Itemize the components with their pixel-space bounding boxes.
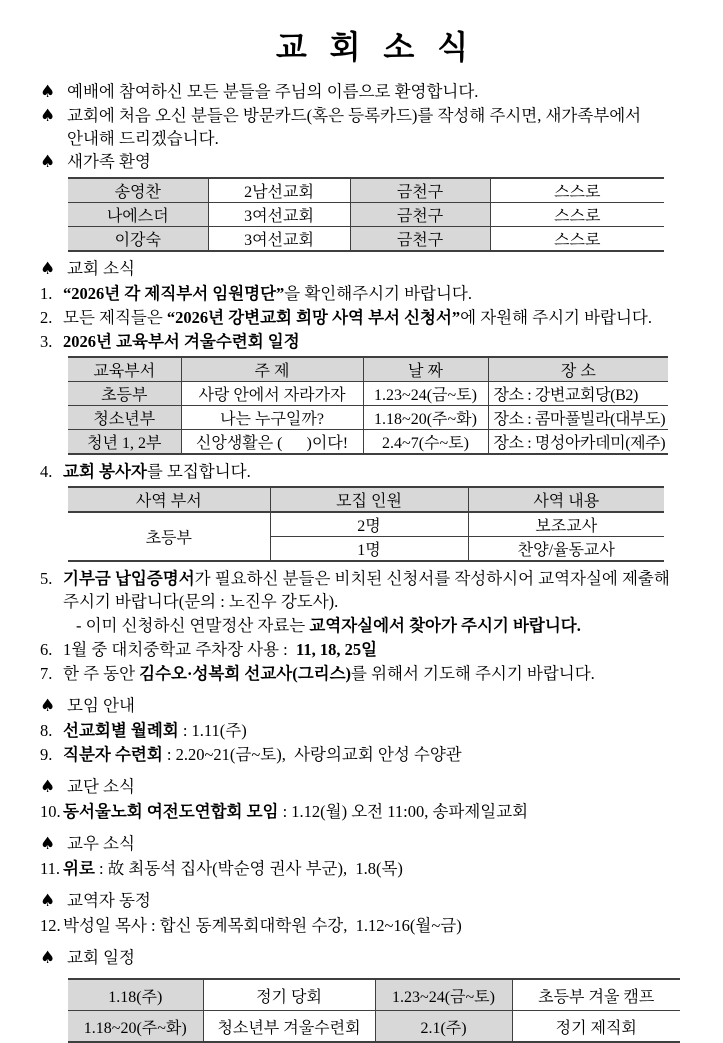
table-cell: 초등부 bbox=[68, 382, 181, 406]
column-header: 주 제 bbox=[181, 357, 363, 382]
spade-icon: ♠ bbox=[40, 948, 56, 968]
column-header: 모집 인원 bbox=[270, 487, 468, 512]
table-cell: 1명 bbox=[270, 537, 468, 562]
table-row bbox=[68, 227, 664, 252]
table-cell: 스스로 bbox=[490, 178, 664, 203]
page-title: 교 회 소 식 bbox=[275, 29, 476, 65]
table-header-row bbox=[68, 487, 664, 512]
news-item-12: 12. 박성일 목사 : 합신 동계목회대학원 수강, 1.12~16(월~금) bbox=[40, 916, 462, 935]
table-cell: 보조교사 bbox=[468, 512, 664, 537]
spade-icon: ♠ bbox=[40, 891, 56, 911]
section-denomination-heading bbox=[40, 775, 711, 799]
news-item-11: 11. 위로 : 故 최동석 집사(박순영 권사 부군), 1.8(목) bbox=[40, 859, 403, 878]
news-item-1: 1. “2026년 각 제직부서 임원명단”을 확인해주시기 바랍니다. bbox=[40, 284, 472, 303]
table-row bbox=[68, 178, 664, 203]
table-cell: 장소 : 콤마풀빌라(대부도) bbox=[488, 406, 668, 430]
newcomers-table bbox=[68, 177, 664, 252]
table-cell: 2.1(주) bbox=[375, 1011, 512, 1043]
table-cell: 찬양/율동교사 bbox=[468, 537, 664, 562]
news-item-2: 2. 모든 제직들은 “2026년 강변교회 희망 사역 부서 신청서”에 자원해 주시기 바랍니다. bbox=[40, 308, 653, 327]
table-cell: 이강숙 bbox=[68, 227, 208, 252]
column-header: 교육부서 bbox=[68, 357, 181, 382]
volunteer-recruit-table bbox=[68, 486, 664, 562]
table-row bbox=[68, 430, 668, 455]
section-church-news-heading bbox=[40, 257, 711, 281]
table-row bbox=[68, 979, 680, 1011]
table-cell: 2남선교회 bbox=[208, 178, 350, 203]
table-header-row bbox=[68, 357, 668, 382]
section-pastors-heading bbox=[40, 889, 711, 913]
news-item-8: 8. 선교회별 월례회 : 1.11(주) bbox=[40, 721, 247, 740]
welcome-text: 예배에 참여하신 모든 분들을 주님의 이름으로 환영합니다. bbox=[67, 82, 479, 101]
newcomers-heading-text: 새가족 환영 bbox=[67, 152, 151, 171]
column-header: 날 짜 bbox=[363, 357, 488, 382]
table-cell: 초등부 겨울 캠프 bbox=[512, 979, 680, 1011]
table-row bbox=[68, 382, 668, 406]
spade-icon: ♠ bbox=[40, 106, 56, 126]
table-cell: 송영찬 bbox=[68, 178, 208, 203]
table-cell: 1.18~20(주~화) bbox=[363, 406, 488, 430]
table-cell: 사랑 안에서 자라가자 bbox=[181, 382, 363, 406]
members-heading-text: 교우 소식 bbox=[67, 834, 135, 853]
table-cell: 1.23~24(금~토) bbox=[363, 382, 488, 406]
table-cell: 1.18(주) bbox=[68, 979, 203, 1011]
table-cell: 청소년부 bbox=[68, 406, 181, 430]
table-row bbox=[68, 406, 668, 430]
news-item-3: 3. 2026년 교육부서 겨울수련회 일정 bbox=[40, 332, 300, 351]
table-cell: 스스로 bbox=[490, 227, 664, 252]
denomination-heading-text: 교단 소식 bbox=[67, 777, 135, 796]
table-cell: 스스로 bbox=[490, 203, 664, 227]
table-cell: 정기 제직회 bbox=[512, 1011, 680, 1043]
table-cell: 1.18~20(주~화) bbox=[68, 1011, 203, 1043]
section-schedule-heading bbox=[40, 946, 711, 970]
column-header: 장 소 bbox=[488, 357, 668, 382]
spade-icon: ♠ bbox=[40, 696, 56, 716]
table-cell: 3여선교회 bbox=[208, 227, 350, 252]
spade-icon: ♠ bbox=[40, 834, 56, 854]
table-cell: 장소 : 강변교회당(B2) bbox=[488, 382, 668, 406]
news-item-9: 9. 직분자 수련회 : 2.20~21(금~토), 사랑의교회 안성 수양관 bbox=[40, 745, 462, 764]
section-newcomers-heading bbox=[40, 150, 711, 174]
schedule-heading-text: 교회 일정 bbox=[67, 948, 135, 967]
news-item-6: 6. 1월 중 대치중학교 주차장 사용 : 11, 18, 25일 bbox=[40, 640, 378, 659]
church-schedule-table bbox=[68, 978, 680, 1043]
spade-icon: ♠ bbox=[40, 152, 56, 172]
table-cell: 장소 : 명성아카데미(제주) bbox=[488, 430, 668, 455]
table-cell: 1.23~24(금~토) bbox=[375, 979, 512, 1011]
table-cell: 금천구 bbox=[350, 227, 490, 252]
table-cell: 금천구 bbox=[350, 178, 490, 203]
spade-icon: ♠ bbox=[40, 82, 56, 102]
table-row bbox=[68, 512, 664, 537]
table-cell: 정기 당회 bbox=[203, 979, 375, 1011]
table-cell: 나는 누구일까? bbox=[181, 406, 363, 430]
table-cell: 나에스더 bbox=[68, 203, 208, 227]
section-members-heading bbox=[40, 832, 711, 856]
spade-icon: ♠ bbox=[40, 777, 56, 797]
news-item-4: 4. 교회 봉사자를 모집합니다. bbox=[40, 462, 251, 481]
church-news-heading-text: 교회 소식 bbox=[67, 259, 135, 278]
visitor-card-text: 교회에 처음 오신 분들은 방문카드(혹은 등록카드)를 작성해 주시면, 새가족부에서 안내해 드리겠습니다. bbox=[67, 106, 642, 148]
table-cell: 청소년부 겨울수련회 bbox=[203, 1011, 375, 1043]
news-item-7: 7. 한 주 동안 김수오·성복희 선교사(그리스)를 위해서 기도해 주시기 바랍니다. bbox=[40, 664, 595, 683]
table-cell: 금천구 bbox=[350, 203, 490, 227]
table-cell: 신앙생활은 ( )이다! bbox=[181, 430, 363, 455]
section-meetings-heading bbox=[40, 694, 711, 718]
table-cell: 초등부 bbox=[68, 512, 270, 561]
table-row bbox=[68, 203, 664, 227]
retreat-schedule-table bbox=[68, 356, 668, 455]
news-item-5: 5. 기부금 납입증명서가 필요하신 분들은 비치된 신청서를 작성하시어 교역자실에 제출해 주시기 바랍니다(문의 : 노진우 강도사). bbox=[40, 569, 670, 611]
table-row bbox=[68, 1011, 680, 1043]
pastors-heading-text: 교역자 동정 bbox=[67, 891, 151, 910]
visitor-card-line bbox=[40, 104, 711, 150]
table-cell: 3여선교회 bbox=[208, 203, 350, 227]
news-item-5-note: - 이미 신청하신 연말정산 자료는 교역자실에서 찾아가 주시기 바랍니다. bbox=[76, 616, 581, 635]
spade-icon: ♠ bbox=[40, 259, 56, 279]
column-header: 사역 내용 bbox=[468, 487, 664, 512]
column-header: 사역 부서 bbox=[68, 487, 270, 512]
news-item-10: 10. 동서울노회 여전도연합회 모임 : 1.12(월) 오전 11:00, 송파제일교회 bbox=[40, 802, 529, 821]
table-cell: 청년 1, 2부 bbox=[68, 430, 181, 455]
welcome-line bbox=[40, 80, 711, 104]
table-cell: 2명 bbox=[270, 512, 468, 537]
table-cell: 2.4~7(수~토) bbox=[363, 430, 488, 455]
meetings-heading-text: 모임 안내 bbox=[67, 696, 135, 715]
